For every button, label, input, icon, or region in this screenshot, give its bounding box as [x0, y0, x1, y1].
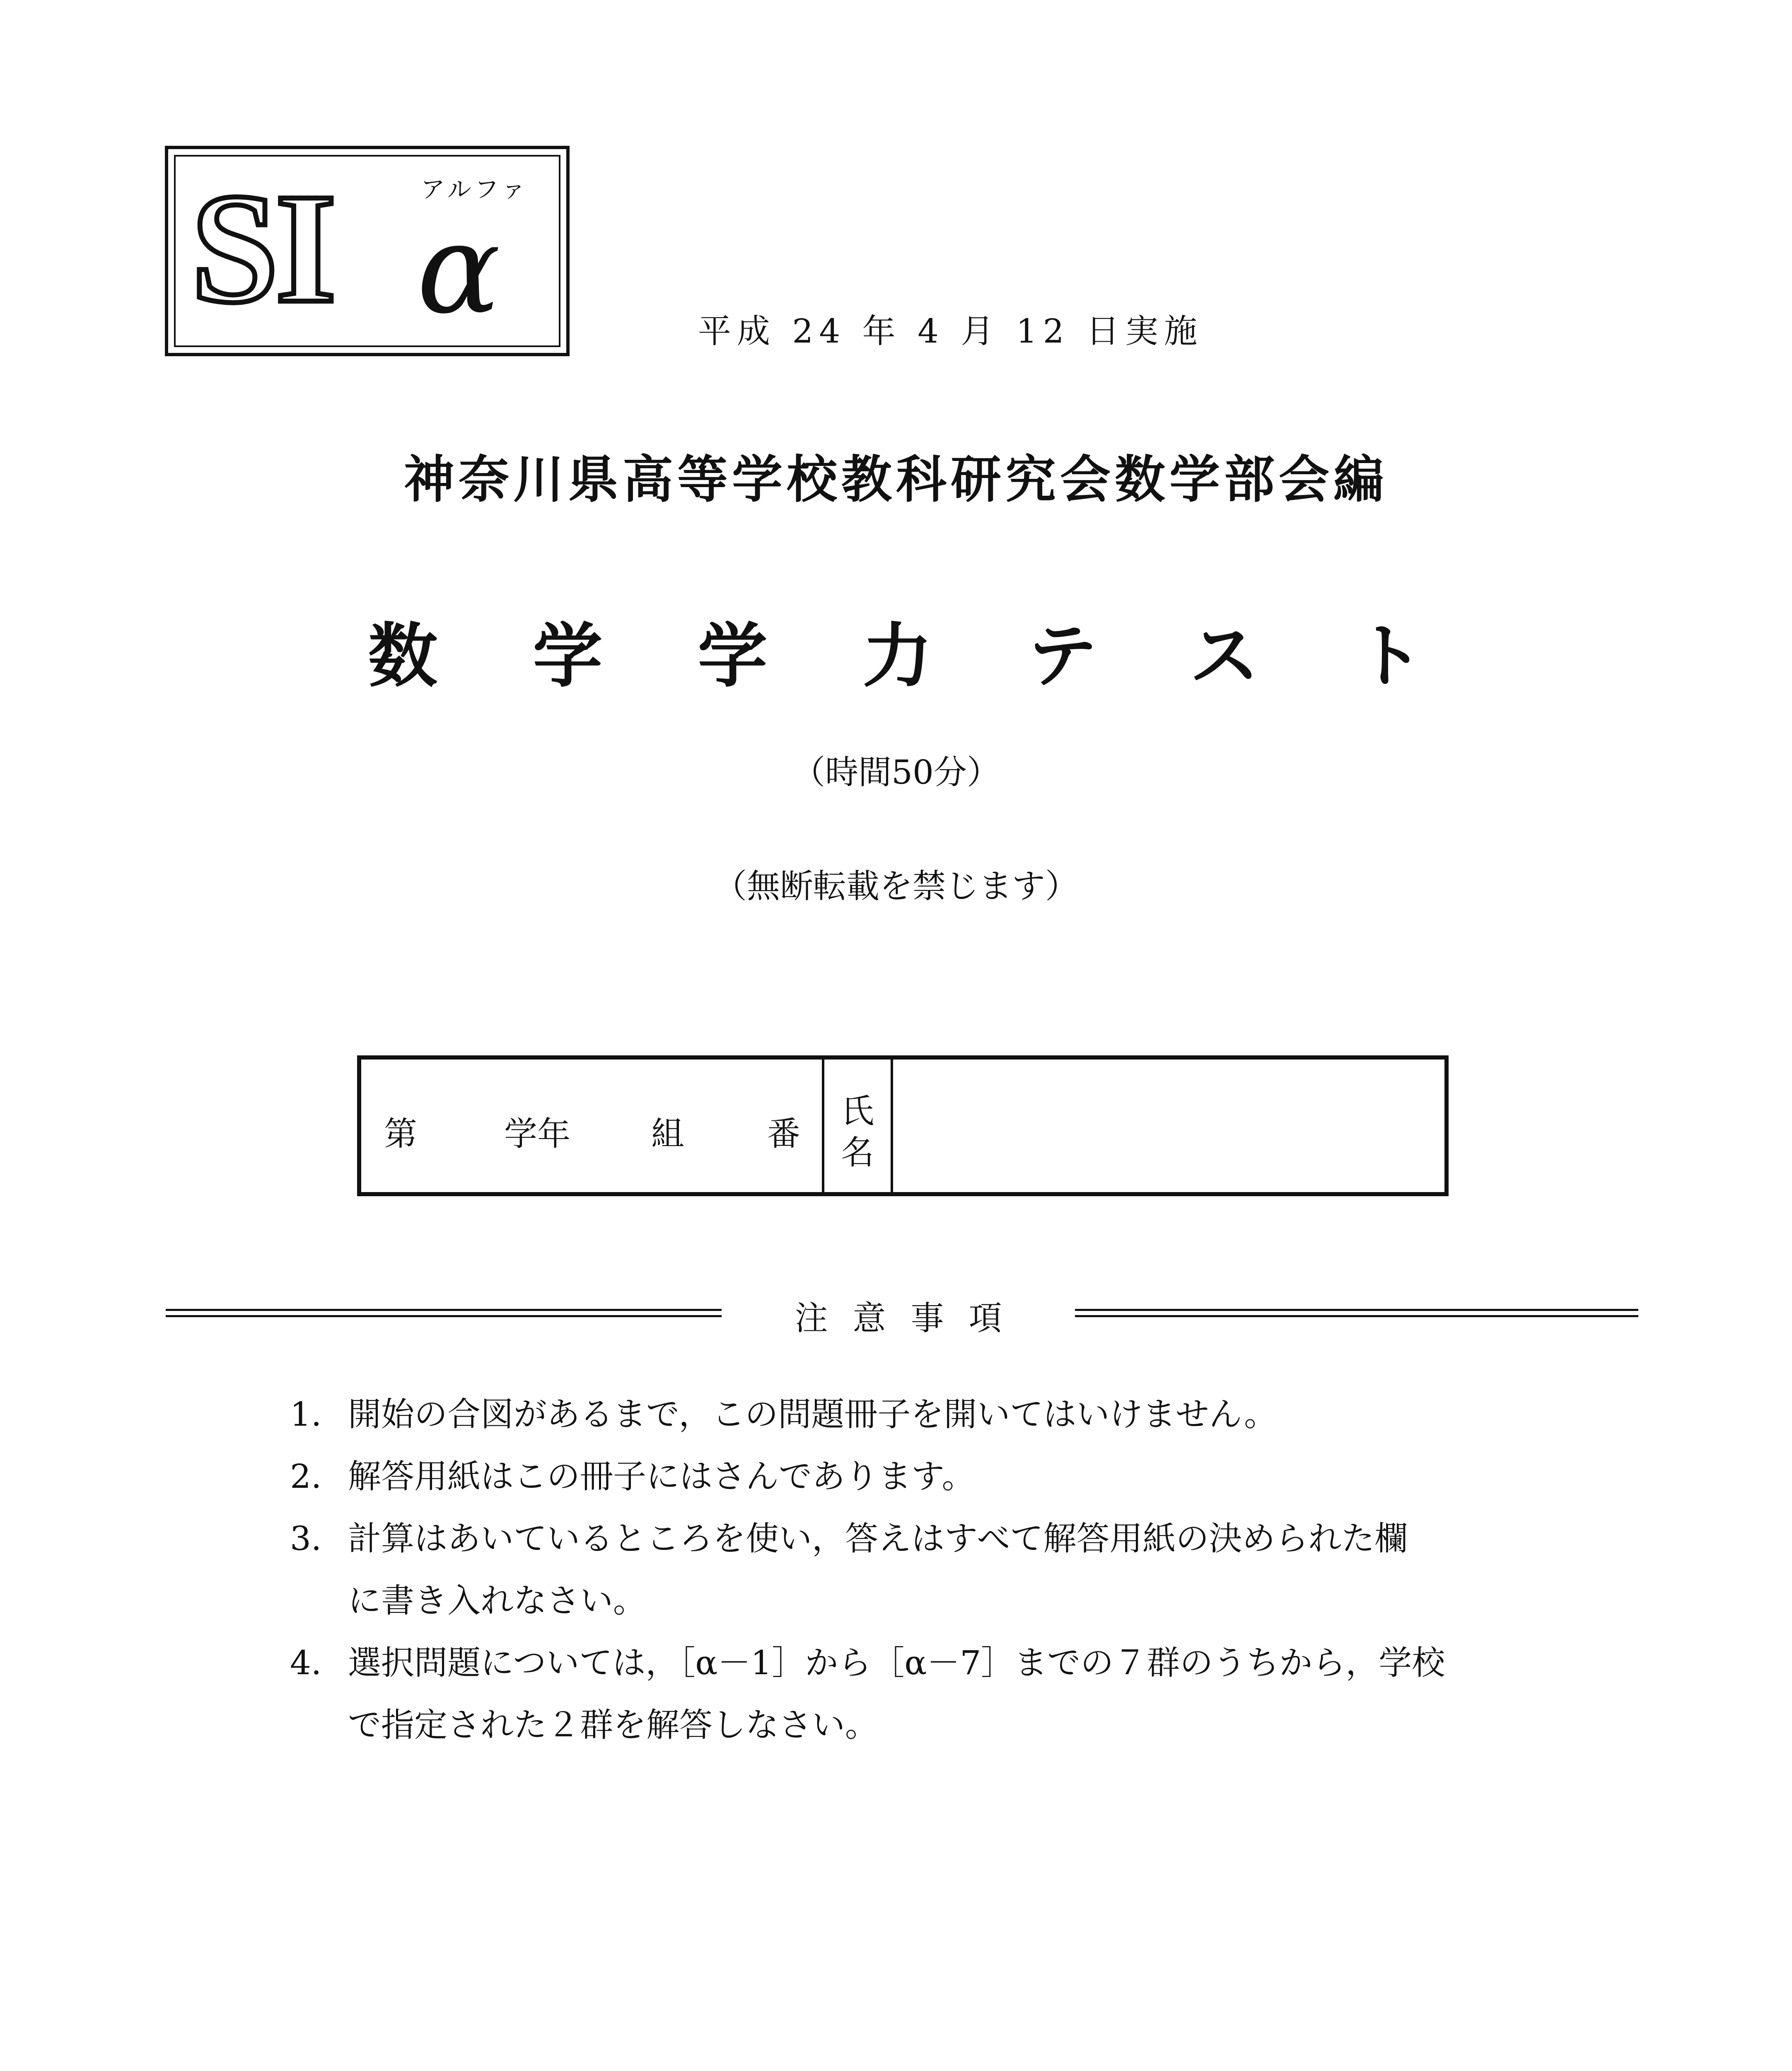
editor-line: 神奈川県高等学校教科研究会数学部会編: [404, 450, 1388, 509]
label-gakunen: 学年: [504, 1115, 570, 1153]
note-text: 開始の合図があるまで，この問題冊子を開いてはいけません。: [348, 1395, 1278, 1434]
logo-box: [165, 146, 570, 356]
divider-left: [166, 1309, 722, 1317]
logo-ruby-text: アルファ: [421, 175, 529, 203]
student-info-box: [357, 1055, 1449, 1196]
note-number: 3.: [290, 1519, 322, 1558]
note-text: 計算はあいているところを使い，答えはすべて解答用紙の決められた欄: [348, 1519, 1408, 1558]
list-item: [290, 1508, 1533, 1632]
page-title: 数学学力テスト: [368, 616, 1519, 697]
name-label-cell: [824, 1060, 893, 1192]
list-item: [290, 1446, 1533, 1508]
list-item: [290, 1632, 1533, 1756]
label-kumi: 組: [651, 1115, 684, 1153]
divider-right: [1075, 1309, 1638, 1317]
label-mei: 名: [841, 1133, 874, 1172]
label-shi: 氏: [841, 1092, 874, 1130]
logo-si-mark: SI: [191, 161, 333, 336]
note-number: 4.: [290, 1644, 322, 1682]
time-note: （時間50分）: [792, 753, 1000, 792]
label-dai: 第: [384, 1115, 417, 1153]
notes-list: [290, 1383, 1533, 1756]
name-field[interactable]: [893, 1060, 1444, 1192]
note-number: 1.: [290, 1395, 322, 1434]
list-item: [290, 1383, 1533, 1446]
note-text-continued: に書き入れなさい。: [348, 1581, 646, 1620]
class-cell[interactable]: [361, 1060, 824, 1192]
note-text-continued: で指定された２群を解答しなさい。: [348, 1706, 878, 1744]
notes-heading: 注意事項: [795, 1299, 1027, 1337]
exam-date: 平成 24 年 4 月 12 日実施: [698, 312, 1203, 350]
label-ban: 番: [767, 1115, 800, 1153]
note-text: 解答用紙はこの冊子にはさんであります。: [348, 1457, 975, 1496]
logo-alpha-mark: α: [417, 197, 501, 341]
note-number: 2.: [290, 1457, 322, 1496]
copyright-note: （無断転載を禁じます）: [714, 867, 1078, 905]
note-text: 選択問題については，［α－1］から［α－7］までの７群のうちから，学校: [348, 1644, 1445, 1682]
